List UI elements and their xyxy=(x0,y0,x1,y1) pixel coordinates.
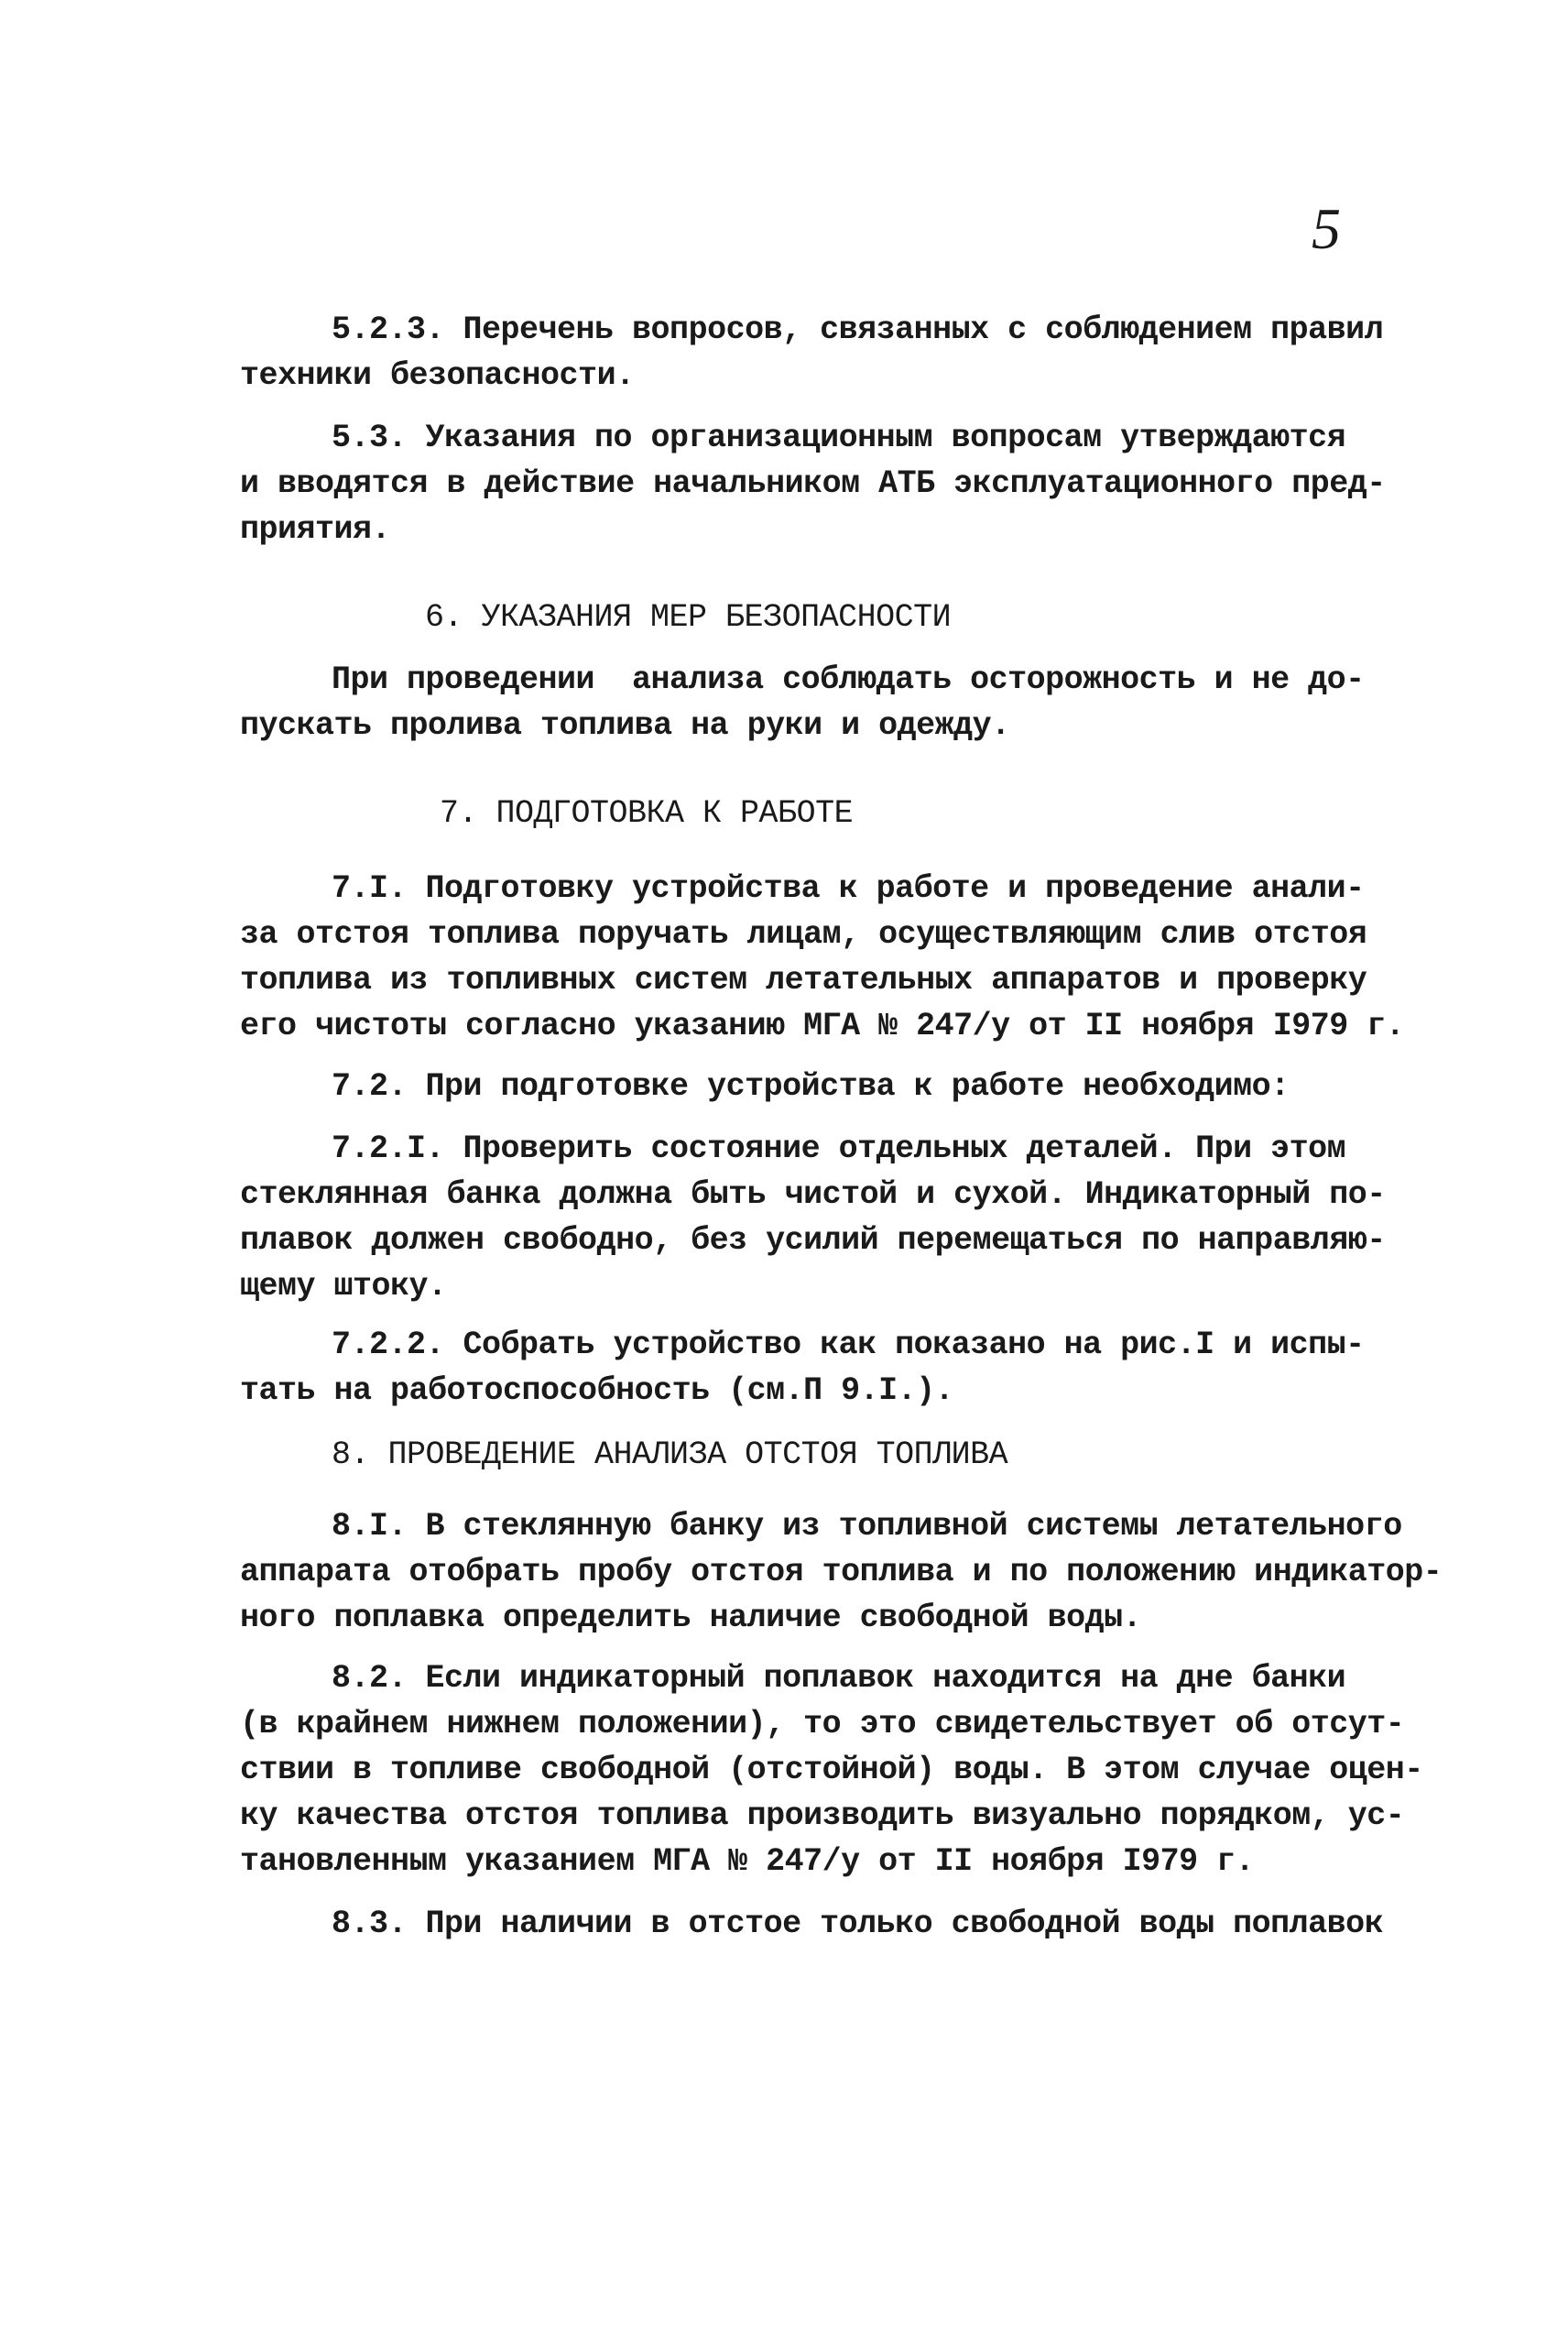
s82-line-1: 8.2. Если индикаторный поплавок находится на дне банки xyxy=(332,1660,1346,1697)
s721-line-3: плавок должен свободно, без усилий перемещаться по направляю- xyxy=(240,1222,1386,1259)
s82-line-5: тановленным указанием МГА № 247/у от II ноября I979 г. xyxy=(240,1843,1255,1880)
s83-line-1: 8.3. При наличии в отстое только свободной воды поплавок xyxy=(332,1906,1384,1942)
s6-line-1: При проведении анализа соблюдать осторожность и не до- xyxy=(332,661,1365,698)
s722-line-1: 7.2.2. Собрать устройство как показано на рис.I и испы- xyxy=(332,1327,1365,1363)
s81-line-2: аппарата отобрать пробу отстоя топлива и по положению индикатор- xyxy=(240,1554,1443,1590)
heading-section-6: 6. УКАЗАНИЯ МЕР БЕЗОПАСНОСТИ xyxy=(425,599,952,636)
s523-line-1: 5.2.3. Перечень вопросов, связанных с соблюдением правил xyxy=(332,311,1384,348)
s721-line-2: стеклянная банка должна быть чистой и сухой. Индикаторный по- xyxy=(240,1176,1386,1213)
s6-line-2: пускать пролива топлива на руки и одежду. xyxy=(240,707,1010,744)
s82-line-2: (в крайнем нижнем положении), то это свидетельствует об отсут- xyxy=(240,1706,1405,1742)
s71-line-2: за отстоя топлива поручать лицам, осуществляющим слив отстоя xyxy=(240,916,1367,953)
s53-line-1: 5.3. Указания по организационным вопросам утверждаются xyxy=(332,420,1346,456)
s81-line-1: 8.I. В стеклянную банку из топливной системы летательного xyxy=(332,1508,1402,1545)
s71-line-4: его чистоты согласно указанию МГА № 247/у от II ноября I979 г. xyxy=(240,1008,1405,1044)
heading-section-8: 8. ПРОВЕДЕНИЕ АНАЛИЗА ОТСТОЯ ТОПЛИВА xyxy=(332,1436,1008,1473)
s721-line-4: щему штоку. xyxy=(240,1268,447,1305)
s71-line-1: 7.I. Подготовку устройства к работе и проведение анали- xyxy=(332,870,1365,907)
s53-line-2: и вводятся в действие начальником АТБ эксплуатационного пред- xyxy=(240,465,1386,502)
heading-section-7: 7. ПОДГОТОВКА К РАБОТЕ xyxy=(440,795,854,832)
s722-line-2: тать на работоспособность (см.П 9.I.). xyxy=(240,1372,954,1409)
page-number: 5 xyxy=(1312,196,1341,261)
s53-line-3: приятия. xyxy=(240,511,391,548)
s72-line-1: 7.2. При подготовке устройства к работе необходимо: xyxy=(332,1068,1290,1105)
s82-line-4: ку качества отстоя топлива производить визуально порядком, ус- xyxy=(240,1797,1405,1834)
s71-line-3: топлива из топливных систем летательных аппаратов и проверку xyxy=(240,962,1367,999)
s82-line-3: ствии в топливе свободной (отстойной) воды. В этом случае оцен- xyxy=(240,1752,1423,1788)
s721-line-1: 7.2.I. Проверить состояние отдельных деталей. При этом xyxy=(332,1130,1346,1167)
s523-line-2: техники безопасности. xyxy=(240,357,635,394)
s81-line-3: ного поплавка определить наличие свободной воды. xyxy=(240,1600,1142,1636)
